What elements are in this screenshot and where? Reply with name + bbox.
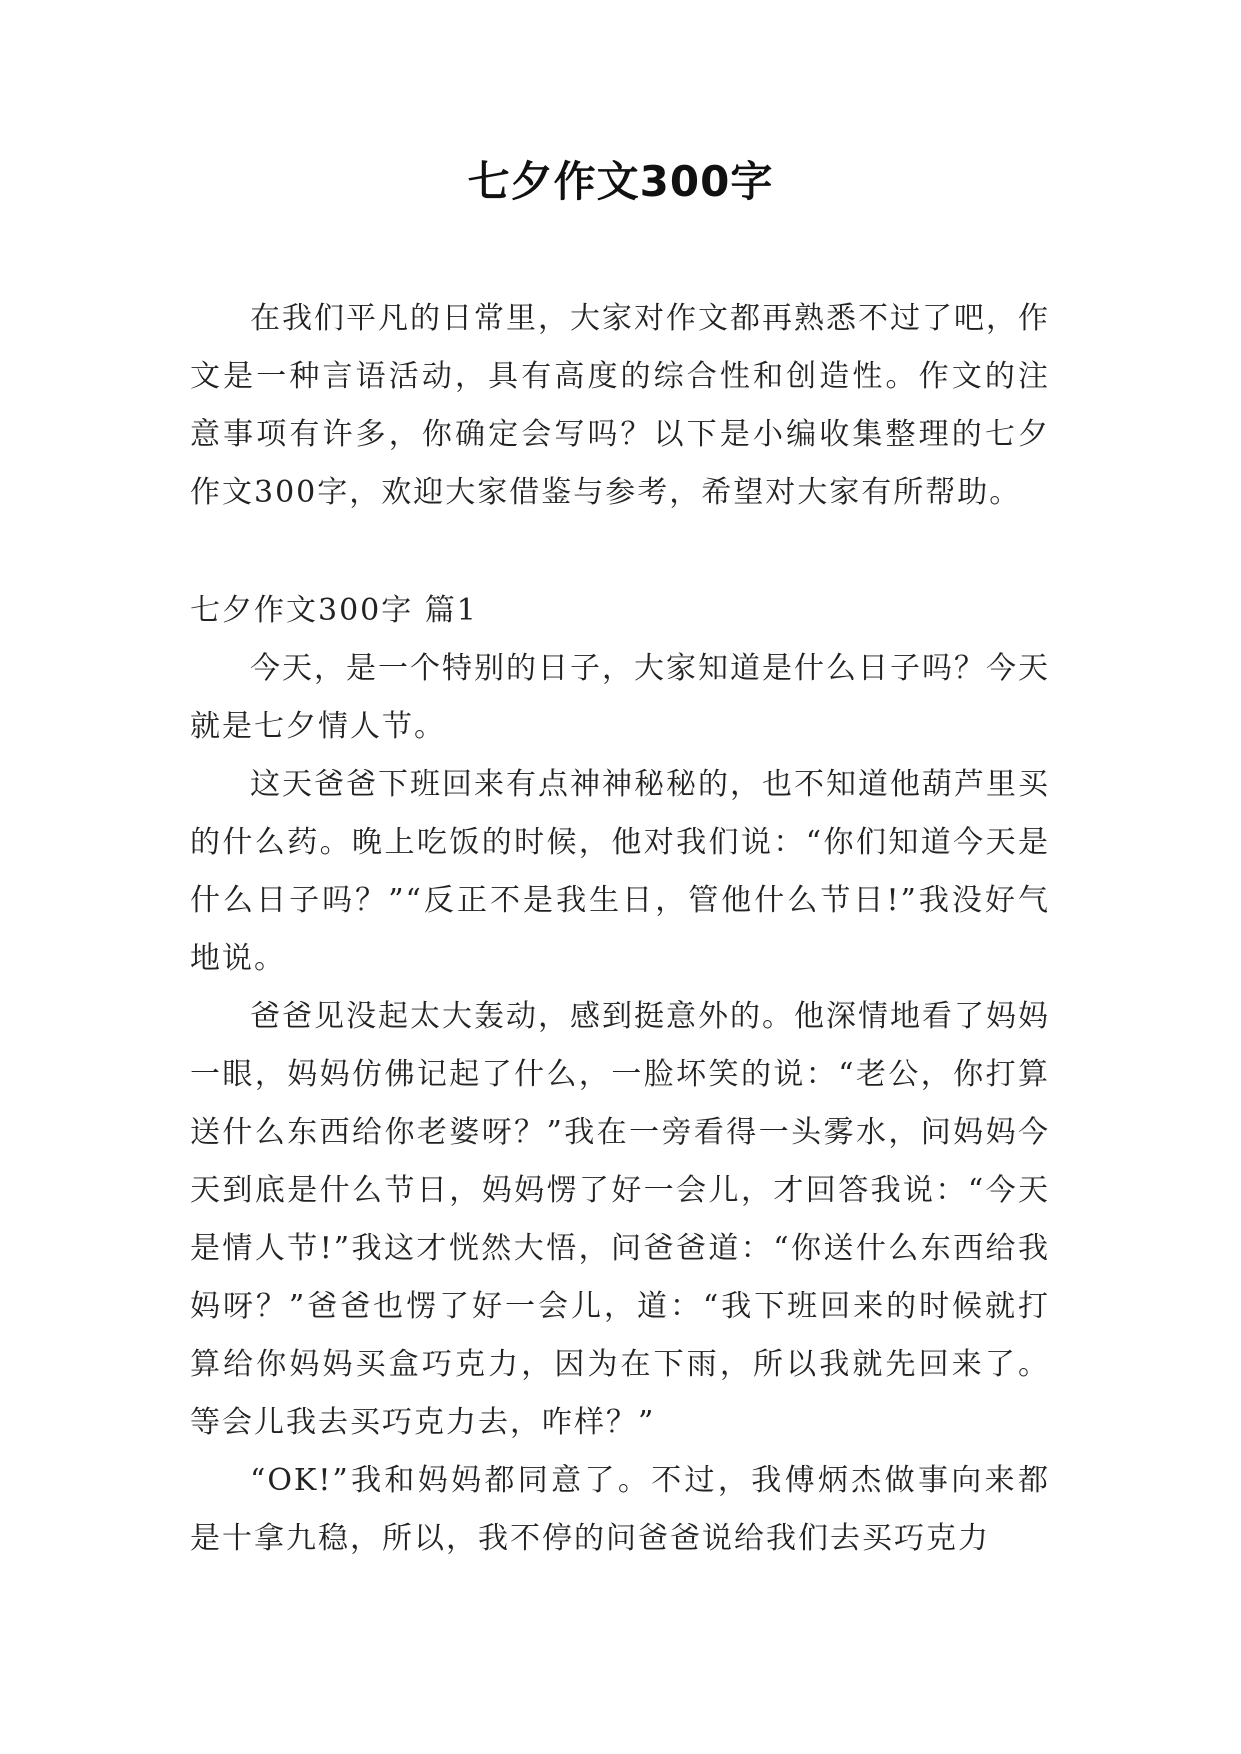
intro-paragraph: 在我们平凡的日常里，大家对作文都再熟悉不过了吧，作文是一种言语活动，具有高度的综合性和创造性。作文的注意事项有许多，你确定会写吗？以下是小编收集整理的七夕作文300字，欢迎大家借鉴与参考，希望对大家有所帮助。	[190, 301, 1050, 510]
intro-section	[190, 290, 1050, 522]
essay-body	[190, 640, 1050, 1568]
essay-paragraph-2: 这天爸爸下班回来有点神神秘秘的，也不知道他葫芦里买的什么药。晚上吃饭的时候，他对我们说：“你们知道今天是什么日子吗？”“反正不是我生日，管他什么节日!”我没好气地说。	[190, 767, 1050, 976]
essay-paragraph-3: 爸爸见没起太大轰动，感到挺意外的。他深情地看了妈妈一眼，妈妈仿佛记起了什么，一脸坏笑的说：“老公，你打算送什么东西给你老婆呀？”我在一旁看得一头雾水，问妈妈今天到底是什么节日，妈妈愣了好一会儿，才回答我说：“今天是情人节!”我这才恍然大悟，问爸爸道：“你送什么东西给我妈呀？”爸爸也愣了好一会儿，道：“我下班回来的时候就打算给你妈妈买盒巧克力，因为在下雨，所以我就先回来了。等会儿我去买巧克力去，咋样？”	[190, 999, 1050, 1440]
section-heading: 七夕作文300字 篇1	[190, 593, 478, 628]
essay-paragraph-1: 今天，是一个特别的日子，大家知道是什么日子吗？今天就是七夕情人节。	[190, 651, 1050, 744]
document-title: 七夕作文300字	[467, 157, 774, 206]
essay-paragraph-4: “OK!”我和妈妈都同意了。不过，我傅炳杰做事向来都是十拿九稳，所以，我不停的问爸爸说给我们去买巧克力	[190, 1463, 1050, 1556]
